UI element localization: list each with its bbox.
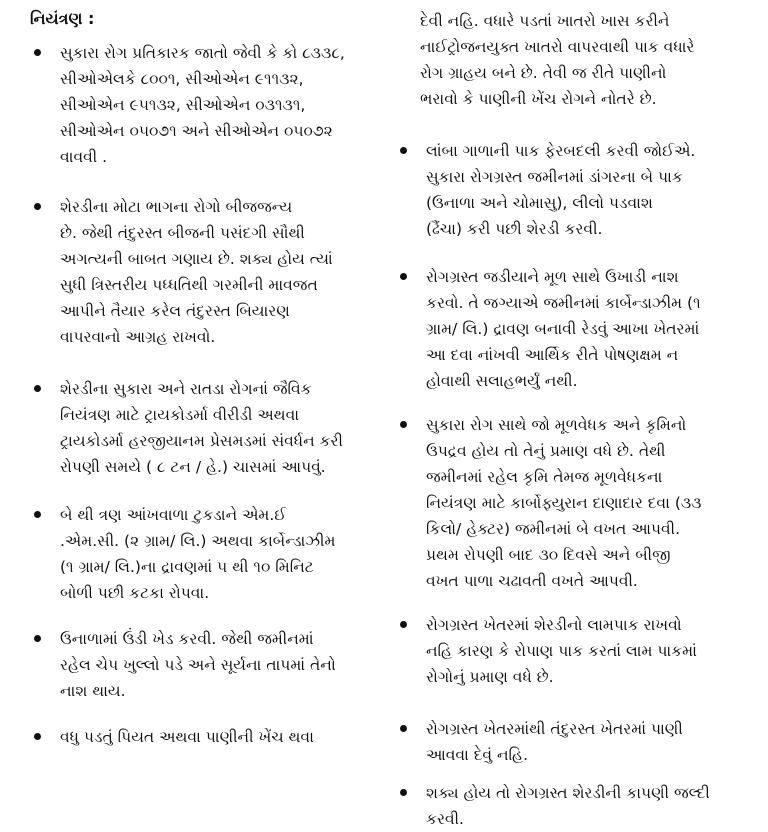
- text-line: ભરાવો કે પાણીની ખેંચ રોગને નોતરે છે.: [420, 90, 657, 108]
- text-line: લાંબા ગાળાની પાક ફેરબદલી કરવી જોઈએ.: [426, 142, 696, 160]
- text-line: રોગગ્રસ્ત ખેતરમાંથી તંદુરસ્ત ખેતરમાં પાણી: [426, 720, 683, 738]
- paragraph-text: [60, 502, 335, 606]
- text-line: કરવો. તે જગ્યાએ જમીનમાં કાર્બેન્ડાઝીમ (૧: [426, 294, 701, 312]
- text-line: વાપરવાનો આગ્રહ રાખવો.: [60, 328, 216, 346]
- text-line: આવવા દેવું નહિ.: [426, 746, 528, 764]
- text-line: ગ્રામ/ લિ.) દ્રાવણ બનાવી રેડવું આખા ખેતરમાં: [426, 320, 700, 338]
- text-line: ઉપદ્રવ હોય તો તેનું પ્રમાણ વધે છે. તેથી: [426, 442, 666, 460]
- bullet-icon: [400, 789, 407, 796]
- text-line: વધુ પડતું પિયત અથવા પાણીની ખેંચ થવા: [60, 728, 314, 746]
- bullet-icon: [400, 725, 407, 732]
- paragraph-text: [420, 8, 694, 112]
- text-line: દેવી નહિ. વધારે પડતાં ખાતરો ખાસ કરીને: [420, 12, 670, 30]
- text-line: સુકારા રોગ સાથે જો મૂળવેધક અને કૃમિનો: [426, 416, 687, 434]
- text-line: (ઉનાળા અને ચોમાસુ), લીલો પડવાશ: [426, 194, 653, 212]
- text-line: (ઢૈંચા) કરી પછી શેરડી કરવી.: [426, 220, 603, 238]
- paragraph-text: [426, 716, 683, 768]
- text-line: ઉનાળામાં ઉંડી ખેડ કરવી. જેથી જમીનમાં: [60, 630, 314, 648]
- text-line: અગત્યની બાબત ગણાય છે. શક્ય હોય ત્યાં: [60, 250, 333, 268]
- text-line: .એમ.સી. (૨ ગ્રામ/ લિ.) અથવા કાર્બેન્ડાઝીમ: [60, 532, 336, 550]
- text-line: વાવવી .: [60, 148, 108, 166]
- text-line: નાઈટ્રોજનયુક્ત ખાતરો વાપરવાથી પાક વધારે: [420, 38, 695, 56]
- text-line: સીઓએન ૦૫૦૭૧ અને સીઓએન ૦૫૦૭૨: [60, 122, 333, 140]
- paragraph-text: [426, 412, 702, 594]
- text-line: નિયંત્રણ માટે કાર્બોફ્યુરાન દાણાદાર દવા (૩૩: [426, 494, 702, 512]
- paragraph-text: [60, 376, 343, 480]
- bullet-icon: [34, 385, 41, 392]
- text-line: સુધી ત્રિસ્તરીય પધ્ધતિથી ગરમીની માવજત: [60, 276, 318, 294]
- text-line: બે થી ત્રણ આંખવાળા ટુકડાને એમ.ઈ: [60, 506, 287, 524]
- bullet-icon: [400, 147, 407, 154]
- paragraph-text: [426, 612, 697, 690]
- text-line: સીઓએન ૯૫૧૩૨, સીઓએન ૦૩૧૩૧,: [60, 96, 306, 114]
- bullet-icon: [34, 49, 41, 56]
- bullet-icon: [34, 511, 41, 518]
- text-line: આપીને તૈયાર કરેલ તંદુરસ્ત બિયારણ: [60, 302, 290, 320]
- paragraph-text: [60, 626, 336, 704]
- text-line: છે. જેથી તંદુરસ્ત બીજની પસંદગી સૌથી: [60, 224, 305, 242]
- text-line: કરવી.: [426, 810, 464, 828]
- text-line: (૧ ગ્રામ/ લિ.)ના દ્રાવણમાં ૫ થી ૧૦ મિનિટ: [60, 558, 314, 576]
- text-line: શક્ય હોય તો રોગગ્રસ્ત શેરડીની કાપણી જલ્દી: [426, 784, 710, 802]
- paragraph-text: [60, 40, 345, 170]
- text-line: હોવાથી સલાહભર્યું નથી.: [426, 372, 578, 390]
- text-line: વખત પાળા ચઢાવતી વખતે આપવી.: [426, 572, 638, 590]
- bullet-icon: [400, 421, 407, 428]
- paragraph-text: [60, 194, 333, 350]
- text-line: રોપણી સમયે ( ૮ ટન / હે.) ચાસમાં આપવું.: [60, 458, 326, 476]
- text-line: નાશ થાય.: [60, 682, 126, 700]
- bullet-icon: [34, 203, 41, 210]
- text-line: આ દવા નાંખવી આર્થિક રીતે પોષણક્ષમ ન: [426, 346, 679, 364]
- text-line: રોગગ્રસ્ત જડીયાને મૂળ સાથે ઉખાડી નાશ: [426, 268, 679, 286]
- text-line: રોગ ગ્રાહય બને છે. તેવી જ રીતે પાણીનો: [420, 64, 667, 82]
- text-line: સીઓએલકે ૮૦૦૧, સીઓએન ૯૧૧૩૨,: [60, 70, 304, 88]
- paragraph-text: [60, 724, 314, 750]
- text-line: શેરડીના સુકારા અને રાતડા રોગનાં જૈવિક: [60, 380, 312, 398]
- text-line: રોગોનું પ્રમાણ વધે છે.: [426, 668, 554, 686]
- text-line: નહિ કારણ કે રોપાણ પાક કરતાં લામ પાકમાં: [426, 642, 697, 660]
- bullet-icon: [34, 733, 41, 740]
- bullet-icon: [400, 273, 407, 280]
- text-line: જમીનમાં રહેલ કૃમિ તેમજ મૂળવેધકના: [426, 468, 663, 486]
- paragraph-text: [426, 264, 701, 394]
- text-line: સુકારા રોગગ્રસ્ત જમીનમાં ડાંગરના બે પાક: [426, 168, 683, 186]
- text-line: રહેલ ચેપ ખુલ્લો પડે અને સૂર્યના તાપમાં તેનો: [60, 656, 336, 674]
- bullet-icon: [34, 635, 41, 642]
- text-line: પ્રથમ રોપણી બાદ ૩૦ દિવસે અને બીજી: [426, 546, 671, 564]
- text-line: સુકારા રોગ પ્રતિકારક જાતો જેવી કે કો ૮૩૩૮,: [60, 44, 345, 62]
- paragraph-text: [426, 138, 695, 242]
- text-line: બોળી પછી કટકા રોપવા.: [60, 584, 210, 602]
- text-line: કિલો/ હેક્ટર) જમીનમાં બે વખત આપવી.: [426, 520, 681, 538]
- paragraph-text: [426, 780, 710, 832]
- text-line: ટ્રાયકોડર્મા હરજીયાનમ પ્રેસમડમાં સંવર્ધન કરી: [60, 432, 343, 450]
- text-line: શેરડીના મોટા ભાગના રોગો બીજજન્ય: [60, 198, 293, 216]
- text-line: રોગગ્રસ્ત ખેતરમાં શેરડીનો લામપાક રાખવો: [426, 616, 682, 634]
- text-line: નિયંત્રણ માટે ટ્રાયકોડર્મા વીરીડી અથવા: [60, 406, 300, 424]
- bullet-icon: [400, 621, 407, 628]
- section-heading: નિયંત્રણ :: [30, 9, 95, 28]
